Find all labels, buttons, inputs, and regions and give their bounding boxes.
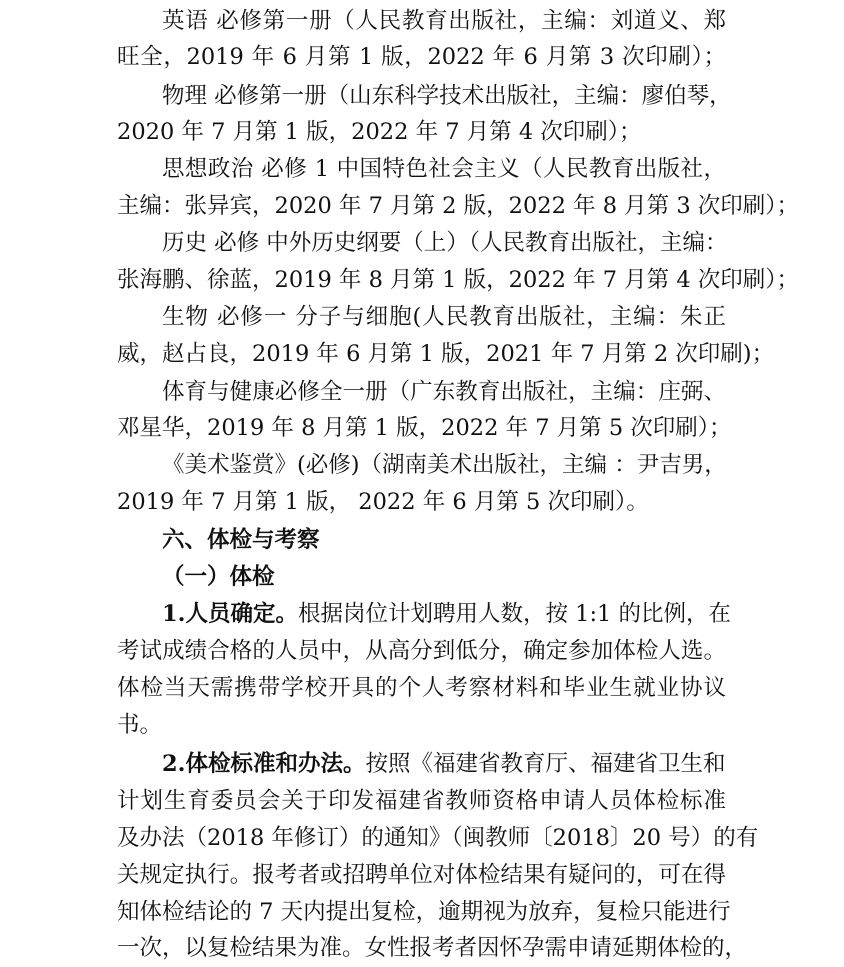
paragraph-text: 根据岗位计划聘用人数，按 1:1 的比例，在 <box>298 601 732 627</box>
text-line: 思想政治 必修 1 中国特色社会主义（人民教育出版社， <box>162 156 726 182</box>
text-line: 关规定执行。报考者或招聘单位对体检结果有疑问的，可在得 <box>117 862 726 888</box>
text-line: 及办法（2018 年修订）的通知》（闽教师〔2018〕20 号）的有 <box>117 825 759 851</box>
text-line: 威，赵占良，2019 年 6 月第 1 版，2021 年 7 月第 2 次印刷)； <box>117 341 775 367</box>
text-line: 体育与健康必修全一册（广东教育出版社，主编：庄弼、 <box>162 379 726 405</box>
text-line: 2019 年 7 月第 1 版， 2022 年 6 月第 5 次印刷）。 <box>117 489 649 515</box>
text-line: 知体检结论的 7 天内提出复检，逾期视为放弃，复检只能进行 <box>117 899 731 925</box>
text-line: 旺全，2019 年 6 月第 1 版，2022 年 6 月第 3 次印刷）； <box>117 44 726 70</box>
paragraph-first-line <box>162 745 726 783</box>
paragraph-text: 按照《福建省教育厅、福建省卫生和 <box>365 751 726 777</box>
text-line: 历史 必修 中外历史纲要（上）（人民教育出版社，主编： <box>162 230 728 256</box>
paragraph-first-line <box>162 595 732 633</box>
text-line: 书。 <box>117 712 163 738</box>
text-line: 一次，以复检结果为准。女性报考者因怀孕需申请延期体检的， <box>117 935 748 961</box>
text-line: 生物 必修一 分子与细胞(人民教育出版社，主编：朱正 <box>162 304 726 330</box>
paragraph-lead: 2.体检标准和办法。 <box>162 751 366 777</box>
paragraph-lead: 1.人员确定。 <box>162 601 298 627</box>
text-line: 考试成绩合格的人员中，从高分到低分，确定参加体检人选。 <box>117 638 726 664</box>
text-line: 2020 年 7 月第 1 版，2022 年 7 月第 4 次印刷）； <box>117 119 642 145</box>
text-line: 主编：张异宾，2020 年 7 月第 2 版，2022 年 8 月第 3 次印刷）； <box>117 193 800 219</box>
text-line: 计划生育委员会关于印发福建省教师资格申请人员体检标准 <box>117 788 726 814</box>
text-line: 物理 必修第一册（山东科学技术出版社，主编：廖伯琴， <box>162 83 732 109</box>
text-line: 邓星华，2019 年 8 月第 1 版，2022 年 7 月第 5 次印刷）； <box>117 415 732 441</box>
subsection-heading: （一）体检 <box>162 564 275 590</box>
text-line: 英语 必修第一册（人民教育出版社，主编：刘道义、郑 <box>162 8 726 34</box>
section-heading: 六、体检与考察 <box>162 527 320 553</box>
text-line: 体检当天需携带学校开具的个人考察材料和毕业生就业协议 <box>117 675 726 701</box>
text-line: 张海鹏、徐蓝，2019 年 8 月第 1 版，2022 年 7 月第 4 次印刷）； <box>117 267 800 293</box>
text-line: 《美术鉴赏》(必修)（湖南美术出版社，主编 ：尹吉男， <box>162 452 727 478</box>
